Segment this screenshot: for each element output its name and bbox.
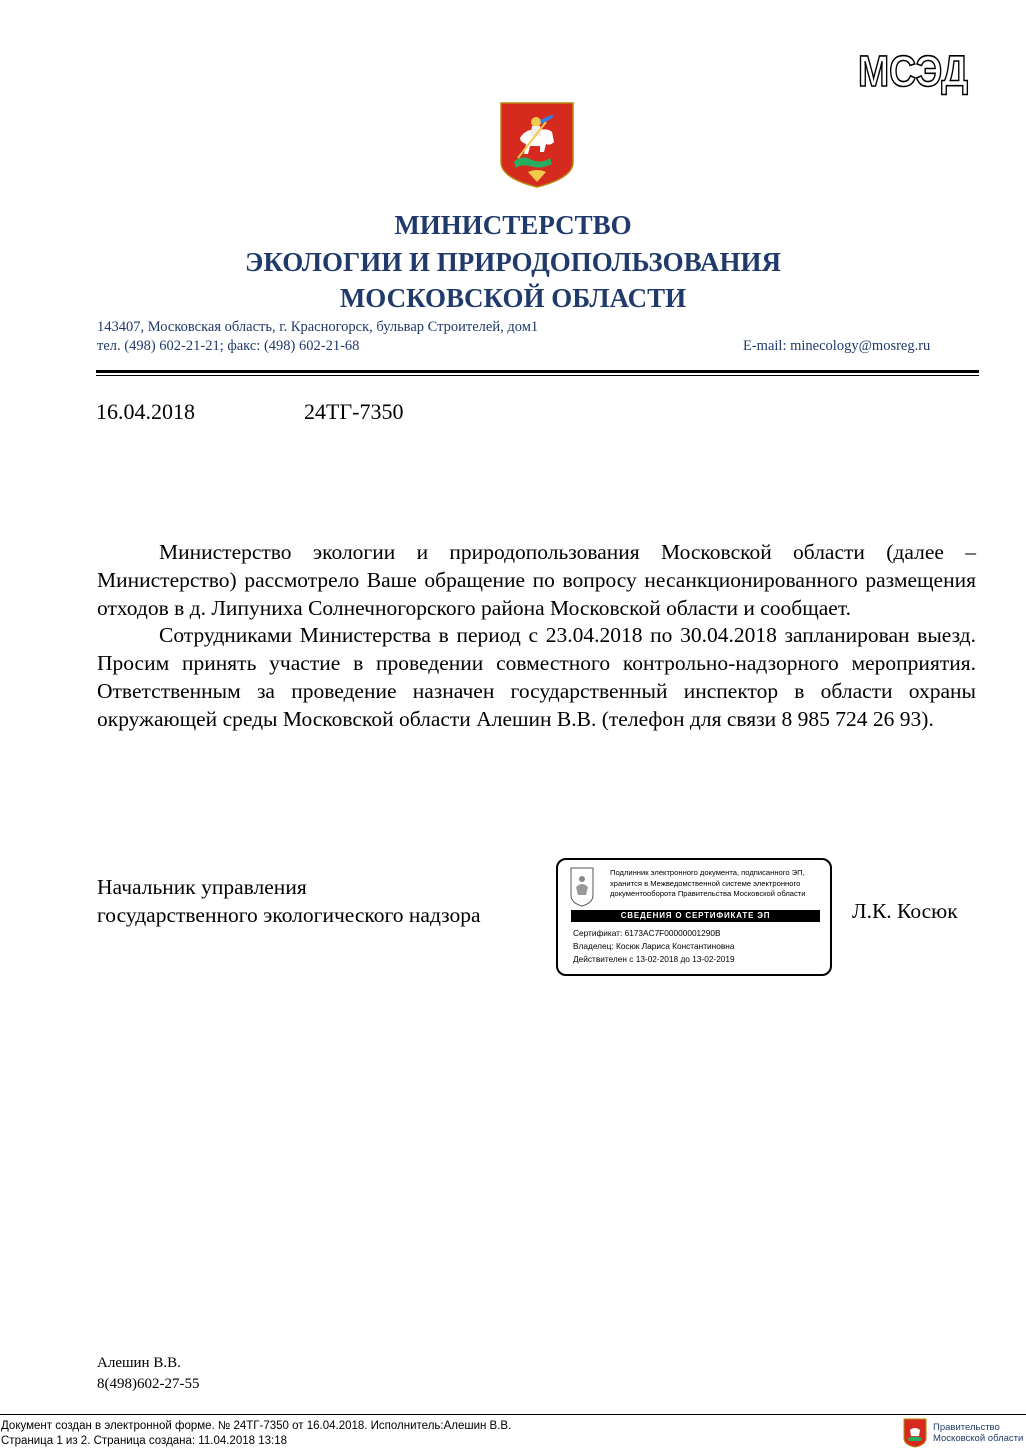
letter-paragraph-1: Министерство экологии и природопользования Московской области (далее – Министерство) рассмотрело Ваше обращение по вопросу несанкционированного размещения отходов в д. Липуниха Солнечногорского района Московской области и сообщает. <box>97 540 976 620</box>
stamp-validity: Действителен с 13-02-2018 до 13-02-2019 <box>573 954 735 964</box>
ministry-phone-fax: тел. (498) 602-21-21; факс: (498) 602-21-68 <box>97 338 360 354</box>
government-label <box>933 1422 1023 1444</box>
letter-body <box>97 539 976 734</box>
footer-document-info: Документ создан в электронной форме. № 24ТГ-7350 от 16.04.2018. Исполнитель:Алешин В.В. <box>1 1420 512 1432</box>
executor-phone: 8(498)602-27-55 <box>97 1376 200 1392</box>
signer-name: Л.К. Косюк <box>852 899 958 923</box>
msed-logo: МСЭД <box>858 47 968 96</box>
letter-paragraph-2: Сотрудниками Министерства в период с 23.04.2018 по 30.04.2018 запланирован выезд. Просим принять участие в проведении совместного контрольно-надзорного мероприятия. Ответственным за проведение назначен государственный инспектор в области охраны окружающей среды Московской области Алешин В.В. (телефон для связи 8 985 724 26 93). <box>97 623 976 731</box>
signer-position-line-2: государственного экологического надзора <box>97 903 481 927</box>
moscow-oblast-coat-of-arms-icon <box>500 102 574 188</box>
government-label-line-2: Московской области <box>933 1433 1024 1444</box>
electronic-signature-stamp <box>556 858 832 976</box>
signer-position-line-1: Начальник управления <box>97 875 307 899</box>
header-divider-thin <box>96 375 979 376</box>
ministry-name-line-1: МИНИСТЕРСТВО <box>394 210 632 240</box>
document-date: 16.04.2018 <box>96 399 195 424</box>
stamp-certificate: Сертификат: 6173AC7F00000001290B <box>573 928 721 938</box>
ministry-email: E-mail: minecology@mosreg.ru <box>743 338 931 354</box>
ministry-name-line-2: ЭКОЛОГИИ И ПРИРОДОПОЛЬЗОВАНИЯ <box>245 247 781 277</box>
footer-page-info: Страница 1 из 2. Страница создана: 11.04.2018 13:18 <box>1 1435 287 1447</box>
footer-divider <box>0 1414 1026 1415</box>
header-divider-thick <box>96 370 979 373</box>
document-number: 24ТГ-7350 <box>304 399 404 424</box>
ministry-name-line-3: МОСКОВСКОЙ ОБЛАСТИ <box>339 283 687 313</box>
ministry-address: 143407, Московская область, г. Красногорск, бульвар Строителей, дом1 <box>97 319 539 335</box>
moscow-oblast-government-icon <box>903 1418 927 1448</box>
coat-of-arms-icon <box>570 867 594 907</box>
stamp-header: СВЕДЕНИЯ О СЕРТИФИКАТЕ ЭП <box>571 910 820 922</box>
executor-name: Алешин В.В. <box>97 1355 181 1371</box>
signer-position <box>97 873 481 929</box>
stamp-owner: Владелец: Косюк Лариса Константиновна <box>573 941 735 951</box>
government-label-line-1: Правительство <box>933 1422 1000 1433</box>
stamp-note: Подлинник электронного документа, подписанного ЭП, хранится в Межведомственной системе электронного документооборота Правительства Московской области <box>610 868 806 898</box>
